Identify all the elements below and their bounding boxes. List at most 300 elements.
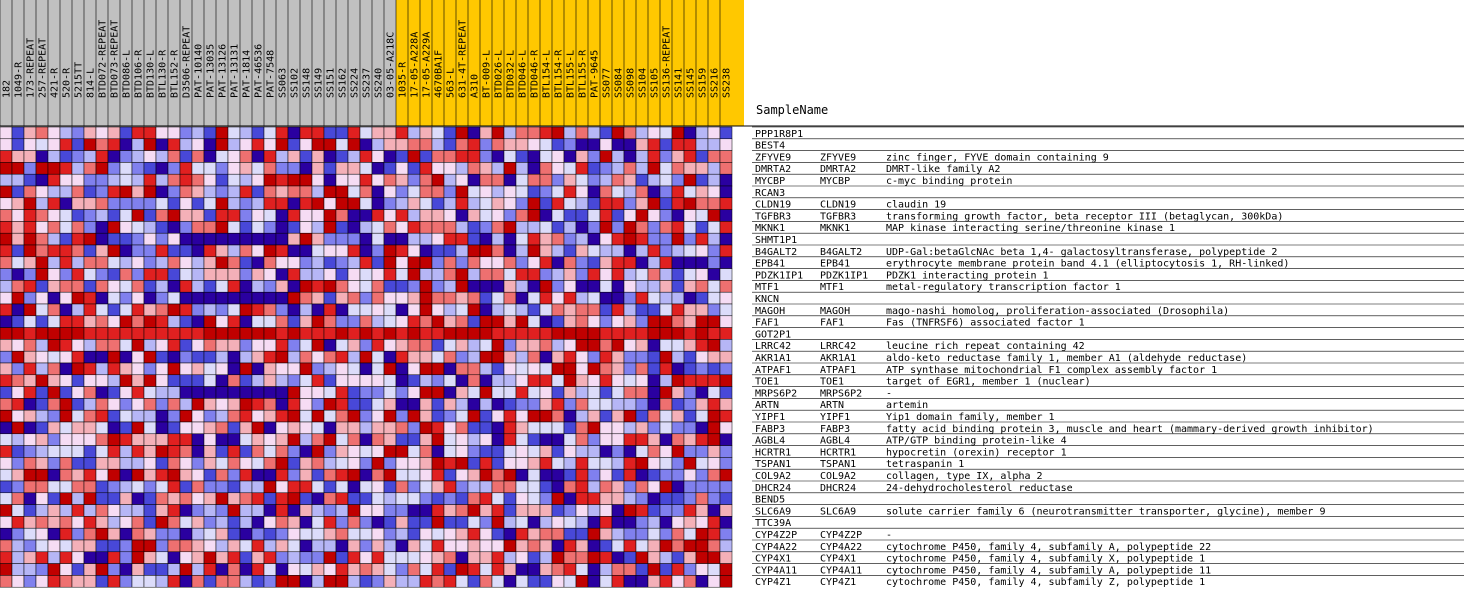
heatmap-cell xyxy=(132,387,144,399)
heatmap-cell xyxy=(168,304,180,316)
heatmap-cell xyxy=(240,210,252,222)
heatmap-cell xyxy=(420,422,432,434)
heatmap-cell xyxy=(156,210,168,222)
heatmap-cell xyxy=(108,339,120,351)
heatmap-cell xyxy=(276,351,288,363)
heatmap-cell xyxy=(180,292,192,304)
heatmap-cell xyxy=(444,151,456,163)
heatmap-cell xyxy=(312,174,324,186)
heatmap-cell xyxy=(132,210,144,222)
heatmap-cell xyxy=(24,375,36,387)
heatmap-cell xyxy=(696,446,708,458)
heatmap-cell xyxy=(192,351,204,363)
heatmap-cell xyxy=(408,316,420,328)
heatmap-cell xyxy=(348,233,360,245)
heatmap-cell xyxy=(480,210,492,222)
heatmap-cell xyxy=(48,198,60,210)
heatmap-cell xyxy=(204,469,216,481)
heatmap-cell xyxy=(108,269,120,281)
heatmap-cell xyxy=(588,292,600,304)
heatmap-cell xyxy=(192,398,204,410)
heatmap-cell xyxy=(420,457,432,469)
heatmap-cell xyxy=(516,398,528,410)
heatmap-cell xyxy=(408,351,420,363)
heatmap-cell xyxy=(144,280,156,292)
heatmap-cell xyxy=(240,257,252,269)
heatmap-cell xyxy=(204,528,216,540)
heatmap-cell xyxy=(24,469,36,481)
heatmap-cell xyxy=(372,139,384,151)
heatmap-cell xyxy=(672,127,684,139)
heatmap-cell xyxy=(384,292,396,304)
heatmap-cell xyxy=(504,328,516,340)
heatmap-cell xyxy=(312,339,324,351)
column-label: SS240 xyxy=(373,67,385,98)
heatmap-cell xyxy=(264,375,276,387)
heatmap-cell xyxy=(612,564,624,576)
heatmap-cell xyxy=(672,186,684,198)
heatmap-cell xyxy=(336,210,348,222)
heatmap-cell xyxy=(396,422,408,434)
heatmap-cell xyxy=(108,221,120,233)
heatmap-cell xyxy=(252,127,264,139)
heatmap-cell xyxy=(708,139,720,151)
column-label: BTD130-L xyxy=(145,49,157,98)
row-label-name: BEST4 xyxy=(755,140,786,152)
heatmap-cell xyxy=(132,505,144,517)
heatmap-cell xyxy=(348,528,360,540)
heatmap-cell xyxy=(708,339,720,351)
heatmap-cell xyxy=(492,375,504,387)
heatmap-cell xyxy=(360,564,372,576)
heatmap-cell xyxy=(612,516,624,528)
heatmap-cell xyxy=(192,316,204,328)
heatmap-cell xyxy=(336,139,348,151)
heatmap-cell xyxy=(12,139,24,151)
heatmap-cell xyxy=(672,516,684,528)
heatmap-cell xyxy=(384,505,396,517)
heatmap-cell xyxy=(720,552,732,564)
heatmap-cell xyxy=(408,363,420,375)
heatmap-cell xyxy=(120,316,132,328)
heatmap-cell xyxy=(720,316,732,328)
heatmap-cell xyxy=(432,457,444,469)
heatmap-cell xyxy=(420,387,432,399)
heatmap-cell xyxy=(336,257,348,269)
heatmap-cell xyxy=(108,127,120,139)
heatmap-cell xyxy=(612,552,624,564)
heatmap-cell xyxy=(204,516,216,528)
heatmap-cell xyxy=(684,505,696,517)
heatmap-cell xyxy=(12,304,24,316)
row-label-description: ATP synthase mitochondrial F1 complex assembly factor 1 xyxy=(886,364,1218,376)
heatmap-cell xyxy=(576,481,588,493)
heatmap-cell xyxy=(504,481,516,493)
heatmap-cell xyxy=(360,434,372,446)
heatmap-cell xyxy=(192,162,204,174)
heatmap-cell xyxy=(156,505,168,517)
heatmap-cell xyxy=(648,304,660,316)
heatmap-cell xyxy=(708,575,720,587)
heatmap-cell xyxy=(396,481,408,493)
heatmap-cell xyxy=(384,351,396,363)
heatmap-cell xyxy=(336,292,348,304)
heatmap-cell xyxy=(696,151,708,163)
heatmap-cell xyxy=(576,410,588,422)
heatmap-cell xyxy=(240,434,252,446)
heatmap-cell xyxy=(468,292,480,304)
heatmap-cell xyxy=(312,505,324,517)
heatmap-cell xyxy=(456,198,468,210)
heatmap-cell xyxy=(288,280,300,292)
heatmap-cell xyxy=(708,552,720,564)
heatmap-cell xyxy=(576,528,588,540)
heatmap-cell xyxy=(516,351,528,363)
heatmap-cell xyxy=(24,174,36,186)
heatmap-cell xyxy=(144,292,156,304)
heatmap-cell xyxy=(552,575,564,587)
heatmap-cell xyxy=(576,269,588,281)
heatmap-cell xyxy=(528,198,540,210)
heatmap-cell xyxy=(72,387,84,399)
heatmap-cell xyxy=(204,575,216,587)
heatmap-cell xyxy=(336,245,348,257)
heatmap-cell xyxy=(216,221,228,233)
heatmap-cell xyxy=(348,304,360,316)
heatmap-cell xyxy=(516,446,528,458)
heatmap-cell xyxy=(552,221,564,233)
heatmap-cell xyxy=(312,540,324,552)
heatmap-cell xyxy=(600,269,612,281)
heatmap-cell xyxy=(672,221,684,233)
heatmap-cell xyxy=(300,363,312,375)
heatmap-cell xyxy=(120,493,132,505)
heatmap-cell xyxy=(432,151,444,163)
heatmap-cell xyxy=(720,233,732,245)
heatmap-cell xyxy=(660,564,672,576)
heatmap-cell xyxy=(324,434,336,446)
heatmap-cell xyxy=(0,304,12,316)
heatmap-cell xyxy=(144,564,156,576)
heatmap-cell xyxy=(372,457,384,469)
heatmap-cell xyxy=(564,269,576,281)
heatmap-cell xyxy=(120,422,132,434)
heatmap-cell xyxy=(408,221,420,233)
heatmap-cell xyxy=(48,292,60,304)
heatmap-cell xyxy=(192,505,204,517)
heatmap-cell xyxy=(612,186,624,198)
heatmap-cell xyxy=(108,564,120,576)
heatmap-cell xyxy=(588,221,600,233)
heatmap-cell xyxy=(348,505,360,517)
heatmap-cell xyxy=(120,516,132,528)
heatmap-cell xyxy=(492,410,504,422)
heatmap-cell xyxy=(168,351,180,363)
heatmap-cell xyxy=(624,174,636,186)
heatmap-cell xyxy=(552,434,564,446)
heatmap-cell xyxy=(36,316,48,328)
heatmap-cell xyxy=(228,457,240,469)
heatmap-cell xyxy=(240,481,252,493)
heatmap-cell xyxy=(312,493,324,505)
heatmap-cell xyxy=(24,457,36,469)
heatmap-cell xyxy=(60,457,72,469)
heatmap-cell xyxy=(60,505,72,517)
heatmap-cell xyxy=(516,280,528,292)
heatmap-cell xyxy=(312,528,324,540)
heatmap-cell xyxy=(276,316,288,328)
heatmap-cell xyxy=(144,410,156,422)
heatmap-cell xyxy=(204,210,216,222)
heatmap-cell xyxy=(264,481,276,493)
heatmap-cell xyxy=(156,233,168,245)
heatmap-cell xyxy=(132,457,144,469)
heatmap-cell xyxy=(588,269,600,281)
heatmap-cell xyxy=(468,410,480,422)
heatmap-cell xyxy=(564,339,576,351)
heatmap-cell xyxy=(348,210,360,222)
heatmap-cell xyxy=(204,410,216,422)
heatmap-cell xyxy=(108,233,120,245)
heatmap-cell xyxy=(444,375,456,387)
heatmap-cell xyxy=(228,221,240,233)
heatmap-cell xyxy=(396,493,408,505)
heatmap-cell xyxy=(180,139,192,151)
heatmap-cell xyxy=(36,304,48,316)
heatmap-cell xyxy=(276,233,288,245)
heatmap-cell xyxy=(0,375,12,387)
heatmap-cell xyxy=(672,269,684,281)
heatmap-cell xyxy=(456,457,468,469)
row-label-name: CYP4A11 xyxy=(755,565,798,577)
heatmap-cell xyxy=(576,162,588,174)
heatmap-cell xyxy=(168,387,180,399)
heatmap-cell xyxy=(84,198,96,210)
heatmap-cell xyxy=(516,493,528,505)
heatmap-cell xyxy=(504,422,516,434)
heatmap-cell xyxy=(300,127,312,139)
heatmap-cell xyxy=(684,446,696,458)
heatmap-cell xyxy=(348,493,360,505)
heatmap-cell xyxy=(288,564,300,576)
heatmap-cell xyxy=(60,422,72,434)
heatmap-cell xyxy=(504,186,516,198)
heatmap-cell xyxy=(276,139,288,151)
heatmap-cell xyxy=(300,245,312,257)
heatmap-cell xyxy=(96,446,108,458)
heatmap-cell xyxy=(180,564,192,576)
heatmap-cell xyxy=(624,457,636,469)
heatmap-cell xyxy=(588,174,600,186)
heatmap-cell xyxy=(564,575,576,587)
heatmap-cell xyxy=(684,151,696,163)
heatmap-cell xyxy=(276,564,288,576)
heatmap-cell xyxy=(144,257,156,269)
heatmap-cell xyxy=(12,552,24,564)
heatmap-cell xyxy=(492,493,504,505)
heatmap-cell xyxy=(528,139,540,151)
heatmap-cell xyxy=(504,528,516,540)
heatmap-cell xyxy=(492,398,504,410)
heatmap-cell xyxy=(492,516,504,528)
heatmap-cell xyxy=(60,398,72,410)
heatmap-cell xyxy=(372,469,384,481)
heatmap-cell xyxy=(168,245,180,257)
heatmap-cell xyxy=(336,516,348,528)
heatmap-cell xyxy=(168,516,180,528)
heatmap-cell xyxy=(336,221,348,233)
heatmap-cell xyxy=(408,516,420,528)
heatmap-cell xyxy=(252,257,264,269)
heatmap-cell xyxy=(96,304,108,316)
heatmap-cell xyxy=(504,469,516,481)
column-label: PAT-1814 xyxy=(241,49,253,98)
heatmap-cell xyxy=(360,398,372,410)
heatmap-cell xyxy=(648,269,660,281)
heatmap-cell xyxy=(300,434,312,446)
heatmap-cell xyxy=(84,174,96,186)
heatmap-cell xyxy=(84,564,96,576)
heatmap-cell xyxy=(420,257,432,269)
heatmap-cell xyxy=(36,564,48,576)
heatmap-cell xyxy=(696,516,708,528)
heatmap-cell xyxy=(0,162,12,174)
column-label: PAT-13035 xyxy=(205,43,217,98)
heatmap-cell xyxy=(420,245,432,257)
heatmap-cell xyxy=(396,210,408,222)
heatmap-cell xyxy=(264,387,276,399)
heatmap-cell xyxy=(72,257,84,269)
heatmap-cell xyxy=(252,528,264,540)
heatmap-cell xyxy=(720,151,732,163)
heatmap-cell xyxy=(288,375,300,387)
heatmap-cell xyxy=(408,564,420,576)
column-label: D3506-REPEAT xyxy=(181,25,193,98)
heatmap-cell xyxy=(84,363,96,375)
row-label-name: TSPAN1 xyxy=(755,459,792,471)
heatmap-cell xyxy=(180,269,192,281)
heatmap-cell xyxy=(420,351,432,363)
heatmap-cell xyxy=(12,162,24,174)
heatmap-cell xyxy=(48,328,60,340)
row-label-symbol: AGBL4 xyxy=(820,435,851,447)
heatmap-cell xyxy=(624,127,636,139)
heatmap-cell xyxy=(384,280,396,292)
row-label-name: B4GALT2 xyxy=(755,246,798,258)
heatmap-cell xyxy=(288,292,300,304)
heatmap-cell xyxy=(0,516,12,528)
heatmap-cell xyxy=(384,198,396,210)
heatmap-cell xyxy=(12,233,24,245)
column-label: SS145 xyxy=(685,67,697,98)
heatmap-cell xyxy=(240,552,252,564)
row-label-name: MKNK1 xyxy=(755,223,786,235)
heatmap-cell xyxy=(660,481,672,493)
heatmap-cell xyxy=(504,575,516,587)
heatmap-cell xyxy=(96,422,108,434)
heatmap-cell xyxy=(564,186,576,198)
heatmap-cell xyxy=(576,575,588,587)
heatmap-cell xyxy=(504,434,516,446)
row-label-name: EPB41 xyxy=(755,258,786,270)
column-label: BTD073-REPEAT xyxy=(109,19,121,98)
heatmap-cell xyxy=(204,540,216,552)
heatmap-cell xyxy=(276,469,288,481)
row-label-name: ARTN xyxy=(755,400,780,412)
heatmap-cell xyxy=(612,457,624,469)
heatmap-cell xyxy=(60,446,72,458)
heatmap-cell xyxy=(240,328,252,340)
heatmap-cell xyxy=(528,387,540,399)
heatmap-cell xyxy=(96,375,108,387)
heatmap-cell xyxy=(480,328,492,340)
heatmap-cell xyxy=(564,257,576,269)
heatmap-cell xyxy=(96,575,108,587)
heatmap-cell xyxy=(264,363,276,375)
heatmap-cell xyxy=(540,210,552,222)
heatmap-cell xyxy=(48,410,60,422)
heatmap-cell xyxy=(480,304,492,316)
heatmap-cell xyxy=(672,328,684,340)
heatmap-cell xyxy=(612,469,624,481)
heatmap-cell xyxy=(228,351,240,363)
heatmap-cell xyxy=(708,410,720,422)
heatmap-cell xyxy=(60,540,72,552)
heatmap-cell xyxy=(504,552,516,564)
heatmap-cell xyxy=(168,375,180,387)
heatmap-cell xyxy=(432,280,444,292)
heatmap-cell xyxy=(252,469,264,481)
heatmap-cell xyxy=(288,528,300,540)
row-label-symbol: TOE1 xyxy=(820,376,845,388)
heatmap-cell xyxy=(564,280,576,292)
heatmap-cell xyxy=(552,245,564,257)
heatmap-cell xyxy=(252,233,264,245)
heatmap-cell xyxy=(588,528,600,540)
heatmap-cell xyxy=(324,257,336,269)
row-label-description: cytochrome P450, family 4, subfamily Z, polypeptide 1 xyxy=(886,577,1206,589)
heatmap-cell xyxy=(408,493,420,505)
heatmap-cell xyxy=(684,351,696,363)
heatmap-cell xyxy=(624,351,636,363)
heatmap-cell xyxy=(696,422,708,434)
heatmap-cell xyxy=(288,151,300,163)
heatmap-cell xyxy=(588,316,600,328)
heatmap-cell xyxy=(576,422,588,434)
heatmap-cell xyxy=(216,505,228,517)
heatmap-cell xyxy=(12,316,24,328)
heatmap-cell xyxy=(552,564,564,576)
column-label: BTL154-L xyxy=(541,49,553,98)
heatmap-cell xyxy=(708,245,720,257)
row-label-name: YIPF1 xyxy=(755,412,786,423)
heatmap-cell xyxy=(432,422,444,434)
heatmap-cell xyxy=(468,375,480,387)
heatmap-cell xyxy=(648,245,660,257)
heatmap-cell xyxy=(132,162,144,174)
heatmap-cell xyxy=(48,446,60,458)
heatmap-cell xyxy=(504,339,516,351)
heatmap-cell xyxy=(312,422,324,434)
heatmap-cell xyxy=(156,316,168,328)
heatmap-cell xyxy=(576,186,588,198)
heatmap-cell xyxy=(696,245,708,257)
heatmap-cell xyxy=(420,398,432,410)
heatmap-cell xyxy=(624,245,636,257)
heatmap-cell xyxy=(84,210,96,222)
heatmap-cell xyxy=(288,210,300,222)
heatmap-cell xyxy=(648,351,660,363)
